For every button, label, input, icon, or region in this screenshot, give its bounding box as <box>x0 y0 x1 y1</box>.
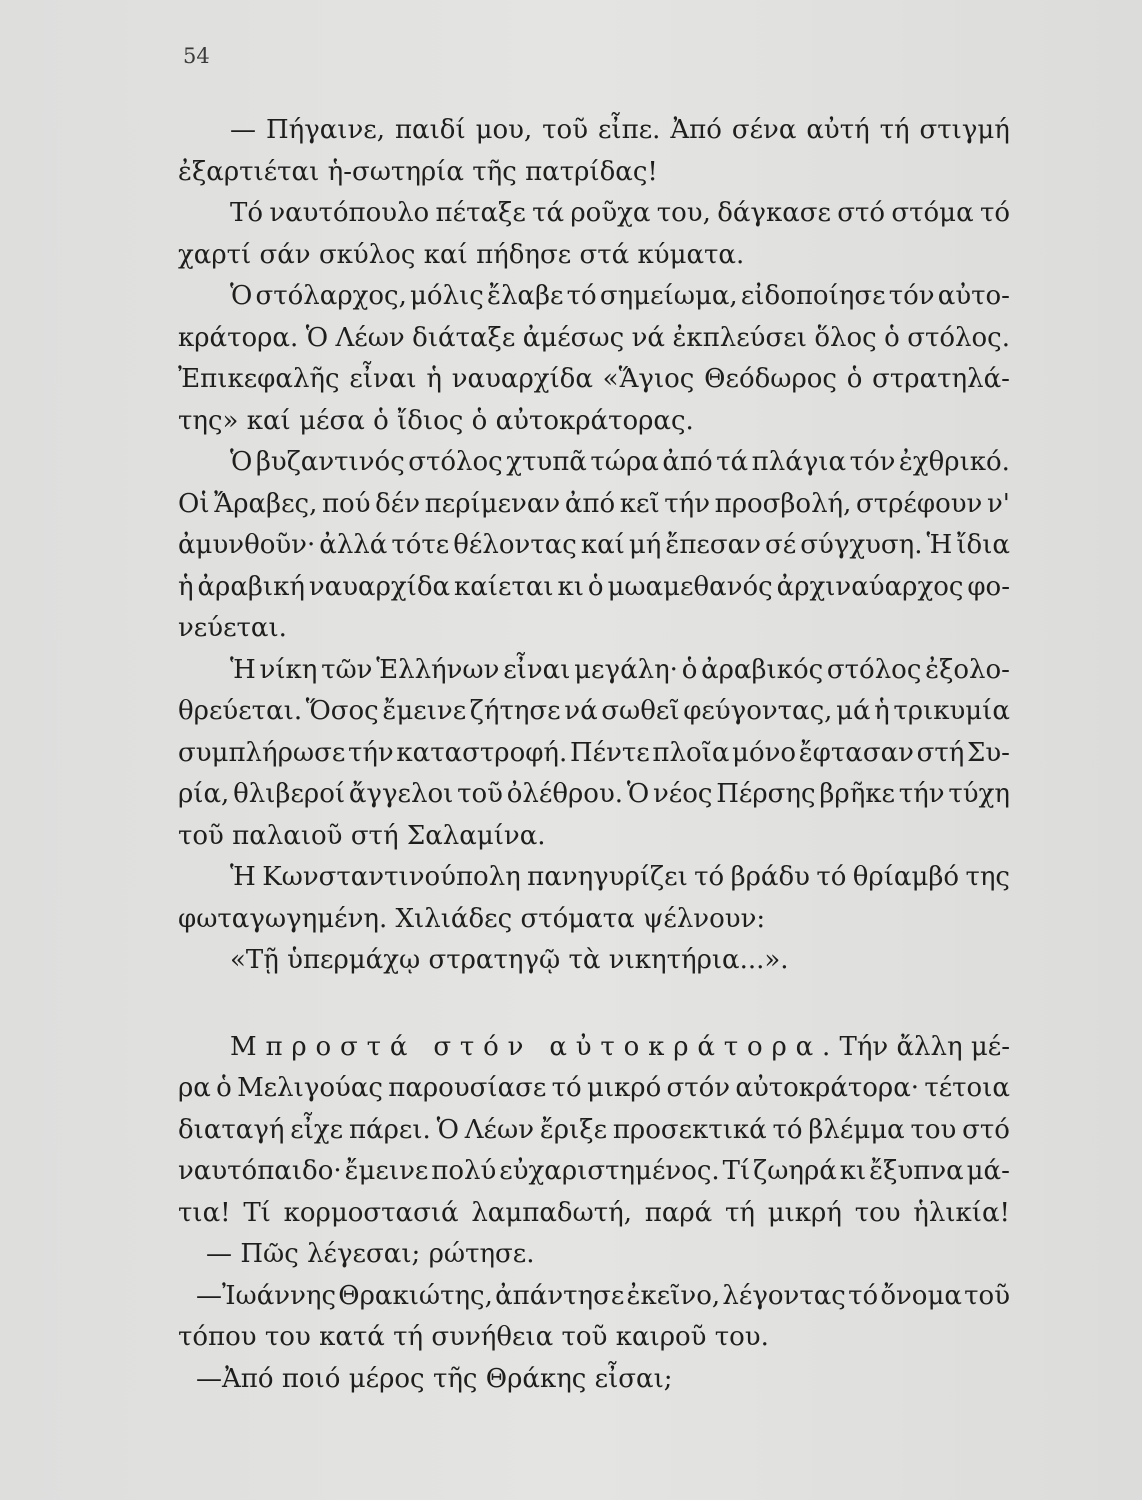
section-heading: Μπροστά στόν αὐτοκράτορα. <box>230 1031 840 1062</box>
text-line: Τό ναυτόπουλο πέταξε τά ροῦχα του, δάγκασε στό στόμα τό <box>230 198 1010 228</box>
text-line: ρία, θλιβεροί ἄγγελοι τοῦ ὀλέθρου. Ὁ νέος Πέρσης βρῆκε τήν τύχη <box>178 779 1010 809</box>
text-line: συμπλήρωσε τήν καταστροφή. Πέντε πλοῖα μόνο ἔφτασαν στή Συ- <box>178 737 1010 768</box>
text-line: ἀμυνθοῦν· ἀλλά τότε θέλοντας καί μή ἔπεσαν σέ σύγχυση. Ἡ ἴδια <box>178 530 1010 560</box>
text-line: της» καί μέσα ὁ ἴδιος ὁ αὐτοκράτορας. <box>178 405 694 436</box>
text-line: «Τῇ ὑπερμάχῳ στρατηγῷ τὰ νικητήρια...». <box>230 945 789 975</box>
text-line: Ὁ στόλαρχος, μόλις ἔλαβε τό σημείωμα, εἰδοποίησε τόν αὐτο- <box>230 281 1010 311</box>
text-line: τια! Τί κορμοστασιά λαμπαδωτή, παρά τή μικρή του ἡλικία! <box>178 1197 1010 1228</box>
text-line: Ἐπικεφαλῆς εἶναι ἡ ναυαρχίδα «Ἅγιος Θεόδωρος ὁ στρατηλά- <box>178 364 1010 394</box>
paragraphs-block <box>178 110 1010 982</box>
text-line: Ἡ νίκη τῶν Ἑλλήνων εἶναι μεγάλη· ὁ ἀραβικός στόλος ἐξολο- <box>230 654 1010 685</box>
text-line: ἐξαρτιέται ἡ-σωτηρία τῆς πατρίδας! <box>178 156 658 187</box>
text-line: θρεύεται. Ὅσος ἔμεινε ζήτησε νά σωθεῖ φεύγοντας, μά ἡ τρικυμία <box>178 696 1010 726</box>
text-line: τόπου του κατά τή συνήθεια τοῦ καιροῦ του. <box>178 1322 769 1352</box>
text-line: χαρτί σάν σκύλος καί πήδησε στά κύματα. <box>178 239 745 270</box>
section-first-line <box>178 1027 1010 1069</box>
text-line: νεύεται. <box>178 613 287 643</box>
section-break <box>178 982 1010 1027</box>
text-line: — Πῶς λέγεσαι; ρώτησε. <box>206 1239 535 1269</box>
text-line: Ἡ Κωνσταντινούπολη πανηγυρίζει τό βράδυ τό θρίαμβό της <box>230 862 1010 892</box>
page-number: 54 <box>183 44 210 68</box>
section-paragraphs <box>178 1068 1010 1400</box>
text-line: — Πήγαινε, παιδί μου, τοῦ εἶπε. Ἀπό σένα αὐτή τή στιγμή <box>230 115 1010 145</box>
text-line: Ὁ βυζαντινός στόλος χτυπᾶ τώρα ἀπό τά πλάγια τόν ἐχθρικό. <box>230 447 1010 477</box>
text-line: φωταγωγημένη. Χιλιάδες στόματα ψέλνουν: <box>178 903 766 934</box>
text-line: ρα ὁ Μελιγούας παρουσίασε τό μικρό στόν αὐτοκράτορα· τέτοια <box>178 1073 1010 1103</box>
text-line: Οἱ Ἄραβες, πού δέν περίμεναν ἀπό κεῖ τήν προσβολή, στρέφουν ν' <box>178 488 1010 519</box>
text-line: κράτορα. Ὁ Λέων διάταξε ἀμέσως νά ἐκπλεύσει ὅλος ὁ στόλος. <box>178 322 1010 353</box>
text-line: τοῦ παλαιοῦ στή Σαλαμίνα. <box>178 820 546 851</box>
text-line: ναυτόπαιδο· ἔμεινε πολύ εὐχαριστημένος. Τί ζωηρά κι ἔξυπνα μά- <box>178 1156 1010 1186</box>
section-first-line-rest: Τήν ἄλλη μέ- <box>839 1031 1010 1062</box>
text-line: —Ἀπό ποιό μέρος τῆς Θράκης εἶσαι; <box>196 1363 673 1394</box>
body-text <box>178 110 1010 1400</box>
text-line: ἡ ἀραβική ναυαρχίδα καίεται κι ὁ μωαμεθανός ἀρχιναύαρχος φο- <box>178 571 1010 602</box>
text-line: —Ἰωάννης Θρακιώτης, ἀπάντησε ἐκεῖνο, λέγοντας τό ὄνομα τοῦ <box>196 1280 1010 1311</box>
text-line: διαταγή εἶχε πάρει. Ὁ Λέων ἔριξε προσεκτικά τό βλέμμα του στό <box>178 1114 1010 1145</box>
